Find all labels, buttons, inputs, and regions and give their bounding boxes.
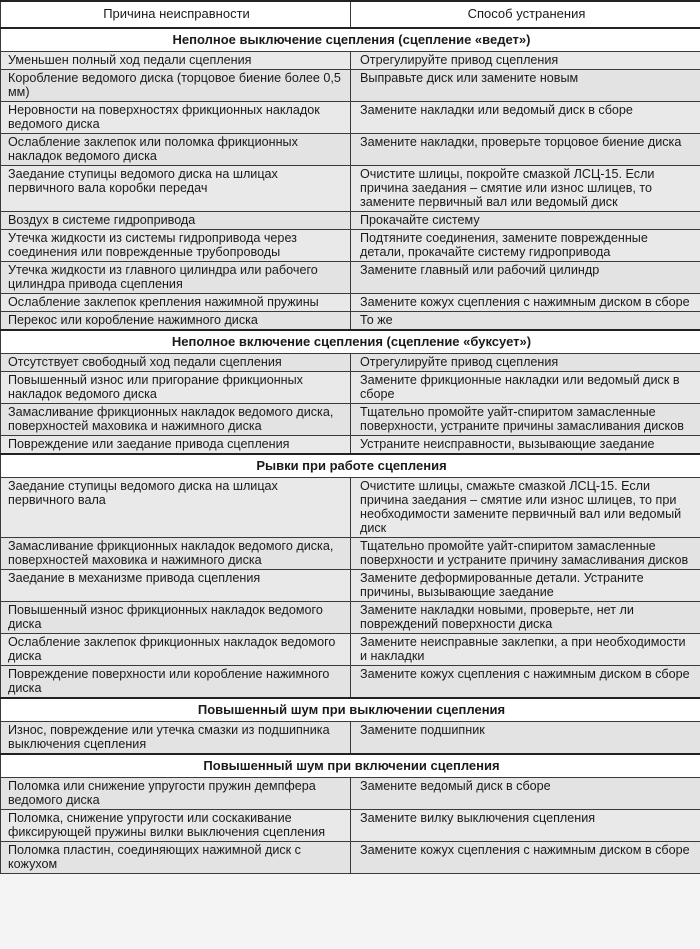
section-title: Повышенный шум при включении сцепления <box>1 754 700 778</box>
cause-cell: Воздух в системе гидропривода <box>1 212 351 230</box>
table-row <box>1 602 700 634</box>
cause-cell: Неровности на поверхностях фрикционных накладок ведомого диска <box>1 102 351 134</box>
section-title: Неполное выключение сцепления (сцепление «ведет») <box>1 28 700 52</box>
fix-cell: Тщательно промойте уайт-спиритом замасленные поверхности и устраните причину замасливания дисков <box>351 538 700 570</box>
fix-cell: Замените подшипник <box>351 722 700 755</box>
table-row <box>1 436 700 455</box>
section-header <box>1 698 700 722</box>
cause-cell: Коробление ведомого диска (торцовое биение более 0,5 мм) <box>1 70 351 102</box>
section-title: Рывки при работе сцепления <box>1 454 700 478</box>
table-row <box>1 212 700 230</box>
table-row <box>1 372 700 404</box>
table-row <box>1 778 700 810</box>
cause-cell: Поломка пластин, соединяющих нажимной диск с кожухом <box>1 842 351 874</box>
section-header <box>1 754 700 778</box>
fix-cell: Отрегулируйте привод сцепления <box>351 52 700 70</box>
cause-cell: Заедание ступицы ведомого диска на шлицах первичного вала коробки передач <box>1 166 351 212</box>
fix-cell: Замените фрикционные накладки или ведомый диск в сборе <box>351 372 700 404</box>
header-fix: Способ устранения <box>351 1 700 28</box>
table-header <box>1 1 700 28</box>
fix-cell: Подтяните соединения, замените поврежденные детали, прокачайте систему гидропривода <box>351 230 700 262</box>
cause-cell: Износ, повреждение или утечка смазки из подшипника выключения сцепления <box>1 722 351 755</box>
header-cause: Причина неисправности <box>1 1 351 28</box>
table-row <box>1 166 700 212</box>
table-row <box>1 538 700 570</box>
cause-cell: Ослабление заклепок фрикционных накладок ведомого диска <box>1 634 351 666</box>
section-title: Повышенный шум при выключении сцепления <box>1 698 700 722</box>
section-title: Неполное включение сцепления (сцепление «буксует») <box>1 330 700 354</box>
table-row <box>1 570 700 602</box>
cause-cell: Утечка жидкости из главного цилиндра или рабочего цилиндра привода сцепления <box>1 262 351 294</box>
table-row <box>1 842 700 874</box>
fix-cell: Выправьте диск или замените новым <box>351 70 700 102</box>
cause-cell: Ослабление заклепок или поломка фрикционных накладок ведомого диска <box>1 134 351 166</box>
cause-cell: Заедание в механизме привода сцепления <box>1 570 351 602</box>
table-row <box>1 354 700 372</box>
fix-cell: Очистите шлицы, покройте смазкой ЛСЦ-15. Если причина заедания – смятие или износ шлицев, то замените первичный вал или ведомый диск <box>351 166 700 212</box>
cause-cell: Ослабление заклепок крепления нажимной пружины <box>1 294 351 312</box>
fix-cell: Замените вилку выключения сцепления <box>351 810 700 842</box>
fix-cell: Устраните неисправности, вызывающие заедание <box>351 436 700 455</box>
table-row <box>1 102 700 134</box>
fix-cell: Замените деформированные детали. Устраните причины, вызывающие заедание <box>351 570 700 602</box>
fix-cell: Замените накладки новыми, проверьте, нет ли повреждений поверхности диска <box>351 602 700 634</box>
fix-cell: Замените накладки или ведомый диск в сборе <box>351 102 700 134</box>
table-row <box>1 134 700 166</box>
cause-cell: Повреждение или заедание привода сцепления <box>1 436 351 455</box>
cause-cell: Повышенный износ или пригорание фрикционных накладок ведомого диска <box>1 372 351 404</box>
fix-cell: Замените главный или рабочий цилиндр <box>351 262 700 294</box>
fix-cell: Тщательно промойте уайт-спиритом замасленные поверхности, устраните причины замасливания дисков <box>351 404 700 436</box>
table-row <box>1 666 700 699</box>
cause-cell: Заедание ступицы ведомого диска на шлицах первичного вала <box>1 478 351 538</box>
cause-cell: Поломка, снижение упругости или соскакивание фиксирующей пружины вилки выключения сцепления <box>1 810 351 842</box>
cause-cell: Перекос или коробление нажимного диска <box>1 312 351 331</box>
cause-cell: Замасливание фрикционных накладок ведомого диска, поверхностей маховика и нажимного диска <box>1 538 351 570</box>
fix-cell: Прокачайте систему <box>351 212 700 230</box>
fix-cell: Очистите шлицы, смажьте смазкой ЛСЦ-15. Если причина заедания – смятие или износ шлицев, то при необходимости замените первичный вал или ведомый диск <box>351 478 700 538</box>
table-row <box>1 70 700 102</box>
cause-cell: Замасливание фрикционных накладок ведомого диска, поверхностей маховика и нажимного диска <box>1 404 351 436</box>
table-row <box>1 404 700 436</box>
cause-cell: Поломка или снижение упругости пружин демпфера ведомого диска <box>1 778 351 810</box>
cause-cell: Повышенный износ фрикционных накладок ведомого диска <box>1 602 351 634</box>
section-header <box>1 330 700 354</box>
table-row <box>1 230 700 262</box>
cause-cell: Утечка жидкости из системы гидропривода через соединения или поврежденные трубопроводы <box>1 230 351 262</box>
fix-cell: Замените кожух сцепления с нажимным диском в сборе <box>351 842 700 874</box>
section-header <box>1 28 700 52</box>
cause-cell: Повреждение поверхности или коробление нажимного диска <box>1 666 351 699</box>
cause-cell: Уменьшен полный ход педали сцепления <box>1 52 351 70</box>
section-header <box>1 454 700 478</box>
table-row <box>1 52 700 70</box>
table-row <box>1 478 700 538</box>
table-row <box>1 294 700 312</box>
table-row <box>1 312 700 331</box>
table-row <box>1 722 700 755</box>
table-row <box>1 810 700 842</box>
fix-cell: То же <box>351 312 700 331</box>
cause-cell: Отсутствует свободный ход педали сцепления <box>1 354 351 372</box>
table-row <box>1 262 700 294</box>
fix-cell: Замените накладки, проверьте торцовое биение диска <box>351 134 700 166</box>
fix-cell: Замените кожух сцепления с нажимным диском в сборе <box>351 666 700 699</box>
fix-cell: Замените кожух сцепления с нажимным диском в сборе <box>351 294 700 312</box>
table-row <box>1 634 700 666</box>
fix-cell: Замените ведомый диск в сборе <box>351 778 700 810</box>
fix-cell: Отрегулируйте привод сцепления <box>351 354 700 372</box>
fix-cell: Замените неисправные заклепки, а при необходимости и накладки <box>351 634 700 666</box>
